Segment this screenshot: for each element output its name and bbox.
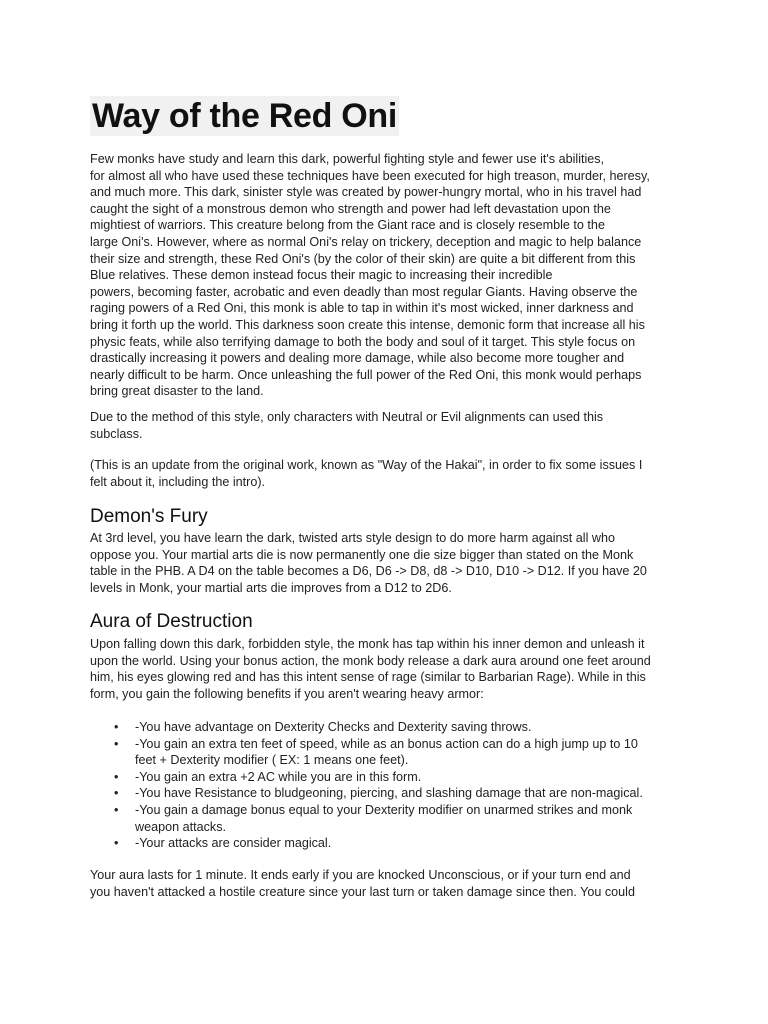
text-line: you haven't attacked a hostile creature since your last turn or taken damage since then. You could [90, 884, 635, 899]
text-line: bring it forth up the world. This darkness soon create this intense, demonic form that increase all his [90, 317, 645, 332]
text-line: Few monks have study and learn this dark, powerful fighting style and fewer use it's abilities, [90, 152, 605, 166]
text-line: their size and strength, these Red Oni's (by the color of their skin) are quite a bit different from this [90, 251, 636, 266]
alignment-paragraph [90, 409, 690, 442]
text-line: (This is an update from the original work, known as "Way of the Hakai", in order to fix some issues I [90, 458, 643, 472]
text-line: • -You have advantage on Dexterity Checks and Dexterity saving throws. [135, 720, 532, 734]
text-line: powers, becoming faster, acrobatic and even deadly than most regular Giants. Having observe the [90, 284, 638, 299]
text-line: mightiest of warriors. This creature belong from the Giant race and is closely resemble to the [90, 218, 605, 233]
text-line: felt about it, including the intro). [90, 474, 266, 489]
text-line: oppose you. Your martial arts die is now permanently one die size bigger than stated on the Monk [90, 547, 634, 562]
text-line: • -You have Resistance to bludgeoning, piercing, and slashing damage that are non-magical. [135, 786, 643, 801]
text-line: • -You gain an extra +2 AC while you are in this form. [135, 769, 422, 784]
text-line: Upon falling down this dark, forbidden style, the monk has tap within his inner demon and unleash it [90, 637, 645, 651]
text-line: feet + Dexterity modifier ( EX: 1 means one feet). [135, 753, 409, 768]
list-item [90, 785, 690, 802]
aura-duration-paragraph [90, 867, 690, 900]
list-item [90, 835, 690, 852]
text-line: for almost all who have used these techniques have been executed for high treason, murder, heresy, [90, 168, 650, 183]
list-item [90, 719, 690, 736]
text-line: • -Your attacks are consider magical. [135, 836, 332, 851]
aura-of-destruction-heading: Aura of Destruction [90, 611, 253, 632]
text-line: weapon attacks. [135, 819, 227, 834]
text-line: Your aura lasts for 1 minute. It ends early if you are knocked Unconscious, or if your turn end and [90, 868, 631, 882]
list-item [90, 769, 690, 786]
text-line: levels in Monk, your martial arts die improves from a D12 to 2D6. [90, 580, 452, 595]
aura-paragraph [90, 636, 690, 702]
text-line: him, his eyes glowing red and has this intent sense of rage (similar to Barbarian Rage). While in this [90, 670, 646, 685]
text-line: form, you gain the following benefits if you aren't wearing heavy armor: [90, 686, 484, 701]
document-title: Way of the Red Oni [92, 97, 398, 135]
update-note-paragraph [90, 457, 690, 490]
text-line: Blue relatives. These demon instead focus their magic to increasing their incredible [90, 268, 553, 283]
text-line: and much more. This dark, sinister style was created by power-hungry mortal, who in his travel had [90, 185, 642, 200]
text-line: caught the sight of a monstrous demon who strength and power had left devastation upon the [90, 201, 611, 216]
text-line: physic feats, while also terrifying damage to both the body and soul of it target. This style focus on [90, 334, 636, 349]
text-line: large Oni's. However, where as normal Oni's relay on trickery, deception and magic to help balance [90, 234, 642, 249]
text-line: drastically increasing it powers and dealing more damage, while also become more tougher and [90, 351, 625, 366]
text-line: • -You gain an extra ten feet of speed, while as an bonus action can do a high jump up to 10 [135, 736, 638, 751]
text-line: bring great disaster to the land. [90, 384, 264, 399]
demons-fury-paragraph [90, 530, 690, 596]
demons-fury-heading: Demon's Fury [90, 506, 208, 527]
intro-paragraph [90, 151, 690, 400]
list-item [90, 802, 690, 835]
text-line: Due to the method of this style, only characters with Neutral or Evil alignments can used this [90, 410, 604, 424]
aura-benefits-list [90, 719, 690, 852]
text-line: subclass. [90, 426, 143, 441]
text-line: raging powers of a Red Oni, this monk is able to tap in within it's most wicked, inner darkness and [90, 301, 634, 316]
text-line: nearly difficult to be harm. Once unleashing the full power of the Red Oni, this monk would perhaps [90, 367, 642, 382]
text-line: upon the world. Using your bonus action, the monk body release a dark aura around one feet around [90, 653, 651, 668]
text-line: • -You gain a damage bonus equal to your Dexterity modifier on unarmed strikes and monk [135, 802, 633, 817]
list-item [90, 736, 690, 769]
text-line: At 3rd level, you have learn the dark, twisted arts style design to do more harm against all who [90, 531, 616, 545]
text-line: table in the PHB. A D4 on the table becomes a D6, D6 -> D8, d8 -> D10, D10 -> D12. If you have 20 [90, 564, 647, 579]
